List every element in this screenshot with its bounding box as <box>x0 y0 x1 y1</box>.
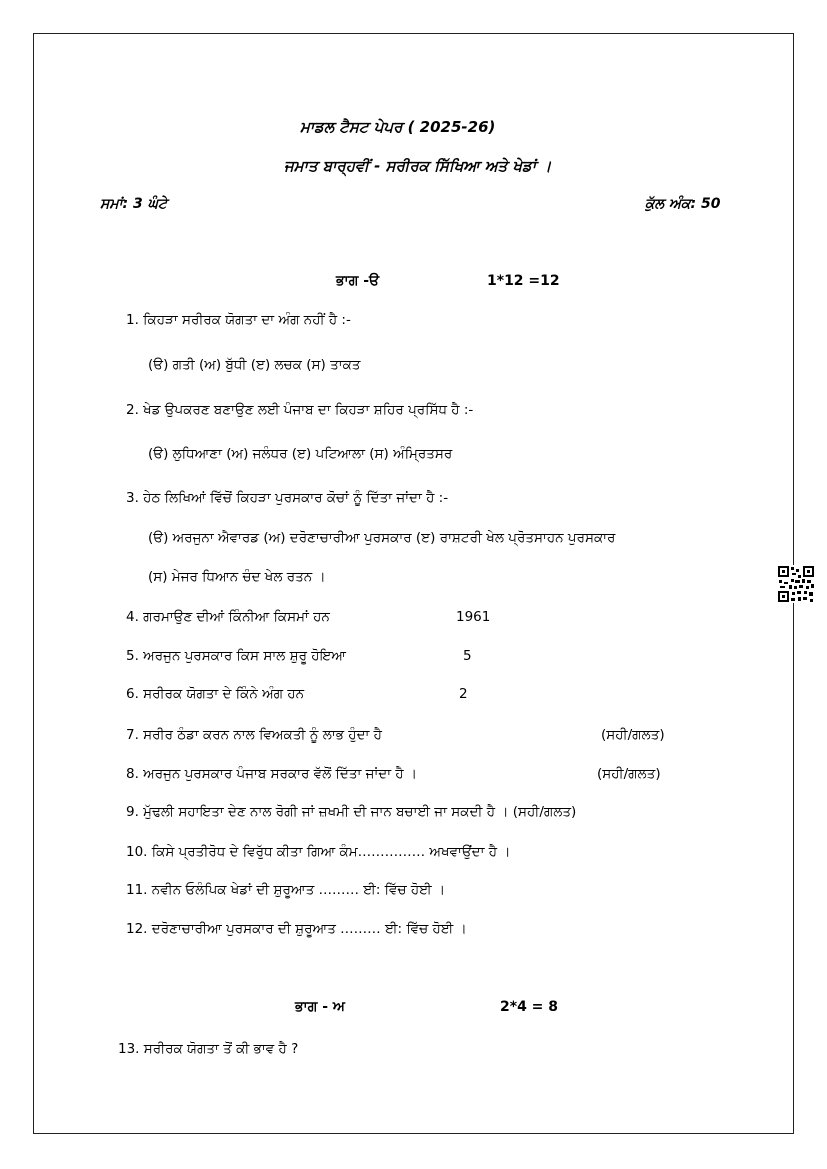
section-b-heading: ਭਾਗ - ਅ <box>295 999 345 1015</box>
question-1-options: (ੳ) ਗਤੀ (ਅ) ਬੁੱਧੀ (ੲ) ਲਚਕ (ਸ) ਤਾਕਤ <box>148 357 361 373</box>
question-5-answer: 5 <box>463 648 472 664</box>
question-6: 6. ਸਰੀਰਕ ਯੋਗਤਾ ਦੇ ਕਿੰਨੇ ਅੰਗ ਹਨ <box>126 686 305 702</box>
paper-title: ਮਾਡਲ ਟੈਸਟ ਪੇਪਰ ( 2025-26) <box>300 118 496 136</box>
time-allowed: ਸਮਾਂ: 3 ਘੰਟੇ <box>100 196 167 212</box>
question-4-answer: 1961 <box>456 609 491 625</box>
question-8: 8. ਅਰਜੁਨ ਪੁਰਸਕਾਰ ਪੰਜਾਬ ਸਰਕਾਰ ਵੱਲੋਂ ਦਿੱਤਾ ਜਾਂਦਾ ਹੈ । <box>126 766 418 782</box>
question-3-options-line1: (ੳ) ਅਰਜੁਨਾ ਐਵਾਰਡ (ਅ) ਦਰੋਣਾਚਾਰੀਆ ਪੁਰਸਕਾਰ (ੲ) ਰਾਸ਼ਟਰੀ ਖੇਲ ਪ੍ਰੋਤਸਾਹਨ ਪੁਰਸਕਾਰ <box>148 530 616 546</box>
section-a-heading: ਭਾਗ -ੳ <box>336 273 380 289</box>
question-6-answer: 2 <box>459 686 468 702</box>
section-b-marks: 2*4 = 8 <box>500 999 559 1015</box>
total-marks: ਕੁੱਲ ਅੰਕ: 50 <box>645 196 721 212</box>
question-13: 13. ਸਰੀਰਕ ਯੋਗਤਾ ਤੋਂ ਕੀ ਭਾਵ ਹੈ ? <box>118 1041 299 1057</box>
question-12: 12. ਦਰੋਣਾਚਾਰੀਆ ਪੁਰਸਕਾਰ ਦੀ ਸ਼ੁਰੂਆਤ ……… ਈ: ਵਿੱਚ ਹੋਈ । <box>126 921 467 937</box>
question-10: 10. ਕਿਸੇ ਪ੍ਰਤੀਰੋਧ ਦੇ ਵਿਰੁੱਧ ਕੀਤਾ ਗਿਆ ਕੰਮ…………… ਅਖਵਾਉਂਦਾ ਹੈ । <box>126 844 511 860</box>
question-7: 7. ਸਰੀਰ ਠੰਡਾ ਕਰਨ ਨਾਲ ਵਿਅਕਤੀ ਨੂੰ ਲਾਭ ਹੁੰਦਾ ਹੈ <box>126 727 382 743</box>
question-3: 3. ਹੇਠ ਲਿਖਿਆਂ ਵਿੱਚੋਂ ਕਿਹੜਾ ਪੁਰਸਕਾਰ ਕੋਚਾਂ ਨੂੰ ਦਿੱਤਾ ਜਾਂਦਾ ਹੈ :- <box>126 490 449 506</box>
question-8-answer: (ਸਹੀ/ਗਲਤ) <box>597 766 661 782</box>
question-4: 4. ਗਰਮਾਉਣ ਦੀਆਂ ਕਿੰਨੀਆ ਕਿਸਮਾਂ ਹਨ <box>126 609 330 625</box>
question-1: 1. ਕਿਹੜਾ ਸਰੀਰਕ ਯੋਗਤਾ ਦਾ ਅੰਗ ਨਹੀਂ ਹੈ :- <box>126 312 351 328</box>
qr-code-icon <box>777 565 815 603</box>
question-2-options: (ੳ) ਲੁਧਿਆਣਾ (ਅ) ਜਲੰਧਰ (ੲ) ਪਟਿਆਲਾ (ਸ) ਅੰਮ੍ਰਿਤਸਰ <box>148 446 453 462</box>
section-a-marks: 1*12 =12 <box>487 273 560 289</box>
paper-subtitle: ਜਮਾਤ ਬਾਰ੍ਹਵੀਂ - ਸਰੀਰਕ ਸਿੱਖਿਆ ਅਤੇ ਖੇਡਾਂ । <box>284 157 552 175</box>
question-9: 9. ਮੁੱਢਲੀ ਸਹਾਇਤਾ ਦੇਣ ਨਾਲ ਰੋਗੀ ਜਾਂ ਜ਼ਖਮੀ ਦੀ ਜਾਨ ਬਚਾਈ ਜਾ ਸਕਦੀ ਹੈ । (ਸਹੀ/ਗਲਤ) <box>126 804 577 820</box>
question-3-options-line2: (ਸ) ਮੇਜਰ ਧਿਆਨ ਚੰਦ ਖੇਲ ਰਤਨ । <box>148 569 326 585</box>
question-11: 11. ਨਵੀਨ ਓਲੰਪਿਕ ਖੇਡਾਂ ਦੀ ਸ਼ੁਰੂਆਤ ……… ਈ: ਵਿੱਚ ਹੋਈ । <box>126 882 446 898</box>
question-2: 2. ਖੇਡ ਉਪਕਰਣ ਬਣਾਉਣ ਲਈ ਪੰਜਾਬ ਦਾ ਕਿਹੜਾ ਸ਼ਹਿਰ ਪ੍ਰਸਿੱਧ ਹੈ :- <box>126 402 474 418</box>
question-5: 5. ਅਰਜੁਨ ਪੁਰਸਕਾਰ ਕਿਸ ਸਾਲ ਸ਼ੁਰੂ ਹੋਇਆ <box>126 648 346 664</box>
question-7-answer: (ਸਹੀ/ਗਲਤ) <box>601 727 665 743</box>
